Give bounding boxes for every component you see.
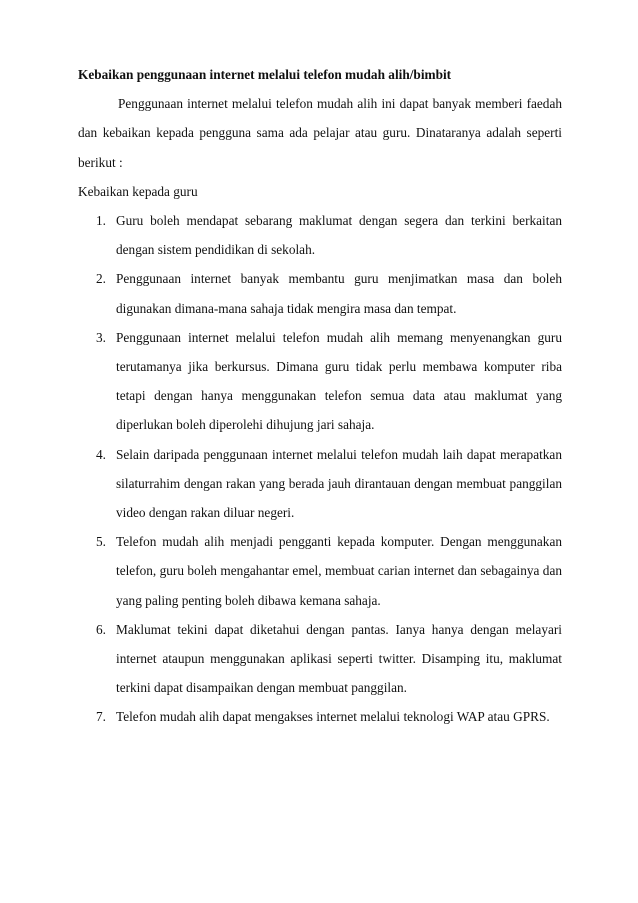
list-item-number: 7.	[96, 709, 106, 725]
list-item	[78, 527, 562, 615]
document-title: Kebaikan penggunaan internet melalui telefon mudah alih/bimbit	[78, 67, 452, 82]
document-body	[78, 60, 562, 732]
list-item-text: Telefon mudah alih menjadi pengganti kepada komputer. Dengan menggunakan telefon, guru boleh mengahantar emel, membuat carian internet dan sebagainya dan yang paling penting boleh dibawa kemana sahaja.	[116, 534, 562, 608]
list-item	[78, 702, 562, 731]
list-item-text: Selain daripada penggunaan internet melalui telefon mudah laih dapat merapatkan silaturrahim dengan rakan yang berada jauh dirantauan dengan membuat panggilan video dengan rakan diluar negeri.	[116, 446, 562, 521]
list-item-text: Guru boleh mendapat sebarang maklumat dengan segera dan terkini berkaitan dengan sistem pendidikan di sekolah.	[116, 213, 562, 258]
list-item	[78, 206, 562, 264]
list-item-number: 1.	[96, 213, 106, 229]
list-item-number: 2.	[96, 271, 106, 287]
list-item	[78, 323, 562, 440]
list-item-text: Telefon mudah alih dapat mengakses internet melalui teknologi WAP atau GPRS.	[116, 709, 550, 725]
section-heading: Kebaikan kepada guru	[78, 183, 198, 199]
list-item-text: Penggunaan internet banyak membantu guru menjimatkan masa dan boleh digunakan dimana-mana sahaja tidak mengira masa dan tempat.	[116, 271, 562, 316]
list-item	[78, 615, 562, 703]
benefits-list	[78, 206, 562, 732]
list-item-number: 4.	[96, 446, 106, 462]
list-item-number: 3.	[96, 329, 106, 345]
intro-paragraph: Penggunaan internet melalui telefon mudah alih ini dapat banyak memberi faedah dan kebaikan kepada pengguna sama ada pelajar atau guru. Dinataranya adalah seperti berikut :	[78, 96, 562, 170]
list-item-number: 5.	[96, 534, 106, 550]
list-item-text: Maklumat tekini dapat diketahui dengan pantas. Ianya hanya dengan melayari internet ataupun menggunakan aplikasi seperti twitter. Disamping itu, maklumat terkini dapat disampaikan dengan membuat panggilan.	[116, 621, 562, 696]
list-item-number: 6.	[96, 621, 106, 637]
list-item	[78, 264, 562, 322]
list-item-text: Penggunaan internet melalui telefon mudah alih memang menyenangkan guru terutamanya jika berkursus. Dimana guru tidak perlu membawa komputer riba tetapi dengan hanya menggunakan telefon semua data atau maklumat yang diperlukan boleh diperolehi dihujung jari sahaja.	[116, 329, 562, 433]
list-item	[78, 440, 562, 528]
